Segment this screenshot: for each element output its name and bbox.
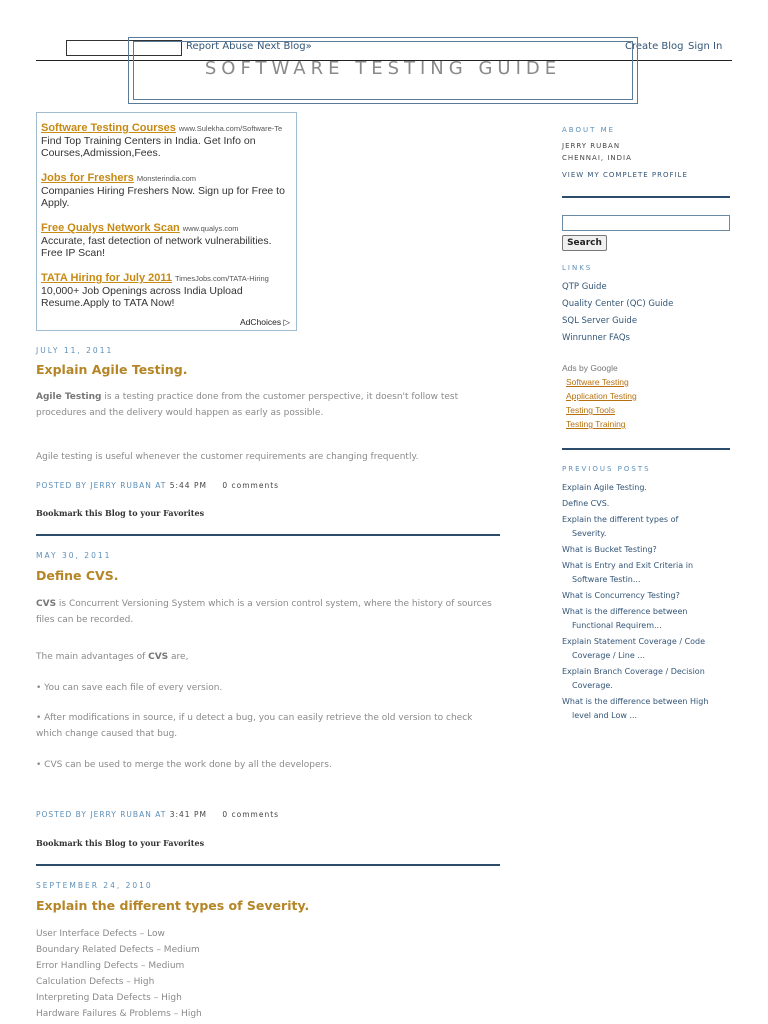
comments-link[interactable]: 0 comments (222, 481, 280, 490)
sidebar-ad-link[interactable]: Testing Training (566, 419, 626, 429)
post-keyword: Agile Testing (36, 392, 102, 402)
previous-post-title[interactable]: Explain the different types of (562, 515, 679, 524)
post-date: JULY 11, 2011 (36, 346, 114, 355)
post-date: MAY 30, 2011 (36, 551, 112, 560)
ad-url[interactable]: www.qualys.com (182, 224, 239, 233)
previous-post-title-cont[interactable]: Coverage / Line ... (572, 651, 645, 660)
about-heading: ABOUT ME (562, 126, 616, 134)
previous-post-title[interactable]: Explain Branch Coverage / Decision (562, 667, 705, 676)
previous-post-link[interactable] (562, 605, 732, 633)
post-title[interactable]: Define CVS. (36, 568, 119, 583)
sidebar-link[interactable]: Quality Center (QC) Guide (562, 299, 674, 309)
previous-post-title[interactable]: Explain Statement Coverage / Code (562, 637, 706, 646)
ad-desc: Find Top Training Centers in India. Get Info on Courses,Admission,Fees. (41, 135, 256, 159)
previous-post-title-cont[interactable]: Coverage. (572, 681, 613, 690)
post-bullet: • You can save each file of every version. (36, 683, 223, 693)
post-keyword: CVS (36, 599, 57, 609)
ad-url[interactable]: Monsterindia.com (136, 174, 197, 183)
ad-item[interactable] (41, 272, 296, 309)
previous-post-link[interactable] (562, 481, 732, 495)
post-text: is a testing practice done from the customer perspective, it doesn't follow test procedures and the delivery would happen as early as possible. (36, 392, 459, 418)
adchoices-link[interactable]: AdChoices ▷ (239, 317, 290, 327)
ad-desc: Companies Hiring Freshers Now. Sign up for Free to Apply. (41, 185, 285, 209)
sidebar-ad-link[interactable]: Application Testing (566, 391, 637, 401)
ad-title[interactable]: Software Testing Courses (41, 122, 176, 134)
ad-title[interactable]: TATA Hiring for July 2011 (41, 272, 173, 284)
posted-by: POSTED BY JERRY RUBAN AT (36, 481, 167, 490)
ad-desc: Accurate, fast detection of network vulnerabilities. Free IP Scan! (41, 235, 272, 259)
sidebar-rule (562, 196, 730, 198)
ad-box (36, 112, 297, 331)
view-profile-link[interactable]: VIEW MY COMPLETE PROFILE (562, 171, 688, 179)
previous-post-title[interactable]: Define CVS. (562, 499, 610, 508)
sidebar-link[interactable]: SQL Server Guide (562, 316, 638, 326)
post-text (36, 649, 500, 665)
post-time-link[interactable]: 5:44 PM (169, 481, 207, 490)
previous-post-link[interactable] (562, 497, 732, 511)
previous-post-link[interactable] (562, 543, 732, 557)
severity-list (36, 926, 500, 1022)
ad-url[interactable]: www.Sulekha.com/Software-Te (178, 124, 283, 133)
previous-post-title[interactable]: What is Entry and Exit Criteria in (562, 561, 694, 570)
previous-posts-list (562, 481, 732, 725)
sidebar-link[interactable]: QTP Guide (562, 282, 607, 292)
previous-post-title-cont[interactable]: level and Low ... (572, 711, 638, 720)
post-title[interactable]: Explain Agile Testing. (36, 362, 188, 377)
sidebar-link[interactable]: Winrunner FAQs (562, 333, 630, 343)
post-bullet: • After modifications in source, if u detect a bug, you can easily retrieve the old version to check which change caused that bug. (36, 713, 473, 739)
ad-url[interactable]: TimesJobs.com/TATA-Hiring (174, 274, 269, 283)
previous-post-title[interactable]: What is Bucket Testing? (562, 545, 657, 554)
next-blog-link[interactable]: Next Blog» (257, 41, 312, 52)
post-bullet: • CVS can be used to merge the work done by all the developers. (36, 760, 332, 770)
comments-link[interactable]: 0 comments (222, 810, 280, 819)
post-text: Agile testing is useful whenever the customer requirements are changing frequently. (36, 452, 419, 462)
post-body (36, 596, 500, 628)
post-footer (36, 810, 279, 819)
post-keyword: CVS (148, 652, 169, 662)
previous-post-title-cont[interactable]: Software Testin... (572, 575, 641, 584)
previous-post-link[interactable] (562, 559, 732, 587)
severity-item: Boundary Related Defects – Medium (36, 945, 200, 955)
previous-post-title-cont[interactable]: Functional Requirem... (572, 621, 662, 630)
previous-post-title[interactable]: What is the difference between High (562, 697, 709, 706)
sidebar-ad-link[interactable]: Software Testing (566, 377, 629, 387)
links-heading: LINKS (562, 264, 593, 272)
post-footer (36, 481, 279, 490)
previous-post-title[interactable]: What is the difference between (562, 607, 688, 616)
previous-posts-heading: PREVIOUS POSTS (562, 465, 651, 473)
bookmark-link[interactable]: Bookmark this Blog to your Favorites (36, 508, 205, 518)
sign-in-link[interactable]: Sign In (688, 41, 723, 52)
post-body (36, 389, 500, 421)
post-text-pre: The main advantages of (36, 652, 149, 662)
sidebar-search-input[interactable] (562, 215, 730, 231)
create-blog-link[interactable]: Create Blog (625, 41, 684, 52)
ads-by-google-label[interactable]: Ads by Google (562, 363, 618, 373)
previous-post-title[interactable]: What is Concurrency Testing? (562, 591, 680, 600)
blog-title[interactable]: SOFTWARE TESTING GUIDE (204, 58, 562, 79)
report-abuse-link[interactable]: Report Abuse (186, 41, 254, 52)
previous-post-title[interactable]: Explain Agile Testing. (562, 483, 647, 492)
ad-title[interactable]: Jobs for Freshers (41, 172, 134, 184)
ad-item[interactable] (41, 172, 296, 209)
bookmark-link[interactable]: Bookmark this Blog to your Favorites (36, 838, 205, 848)
previous-post-title-cont[interactable]: Severity. (572, 529, 607, 538)
previous-post-link[interactable] (562, 635, 732, 663)
sidebar-rule (562, 448, 730, 450)
post-text: is Concurrent Versioning System which is a version control system, where the history of sources files can be recorded. (36, 599, 492, 625)
severity-item: Interpreting Data Defects – High (36, 993, 182, 1003)
author-location: CHENNAI, INDIA (562, 154, 632, 162)
ad-title[interactable]: Free Qualys Network Scan (41, 222, 180, 234)
severity-item: Error Handling Defects – Medium (36, 961, 185, 971)
ad-item[interactable] (41, 222, 296, 259)
ad-desc: 10,000+ Job Openings across India Upload Resume.Apply to TATA Now! (41, 285, 243, 309)
post-title[interactable]: Explain the different types of Severity. (36, 898, 310, 913)
severity-item: User Interface Defects – Low (36, 929, 165, 939)
author-name: JERRY RUBAN (562, 142, 621, 150)
previous-post-link[interactable] (562, 589, 732, 603)
ad-item[interactable] (41, 122, 296, 159)
post-time-link[interactable]: 3:41 PM (169, 810, 207, 819)
post-separator (36, 864, 500, 866)
previous-post-link[interactable] (562, 513, 732, 541)
severity-item: Calculation Defects – High (36, 977, 155, 987)
severity-item: Hardware Failures & Problems – High (36, 1009, 202, 1019)
post-date: SEPTEMBER 24, 2010 (36, 881, 153, 890)
post-separator (36, 534, 500, 536)
sidebar-ad-link[interactable]: Testing Tools (566, 405, 615, 415)
search-button[interactable]: Search (562, 235, 607, 251)
previous-post-link[interactable] (562, 665, 732, 693)
post-text-post: are, (168, 652, 189, 662)
posted-by: POSTED BY JERRY RUBAN AT (36, 810, 167, 819)
previous-post-link[interactable] (562, 695, 732, 723)
